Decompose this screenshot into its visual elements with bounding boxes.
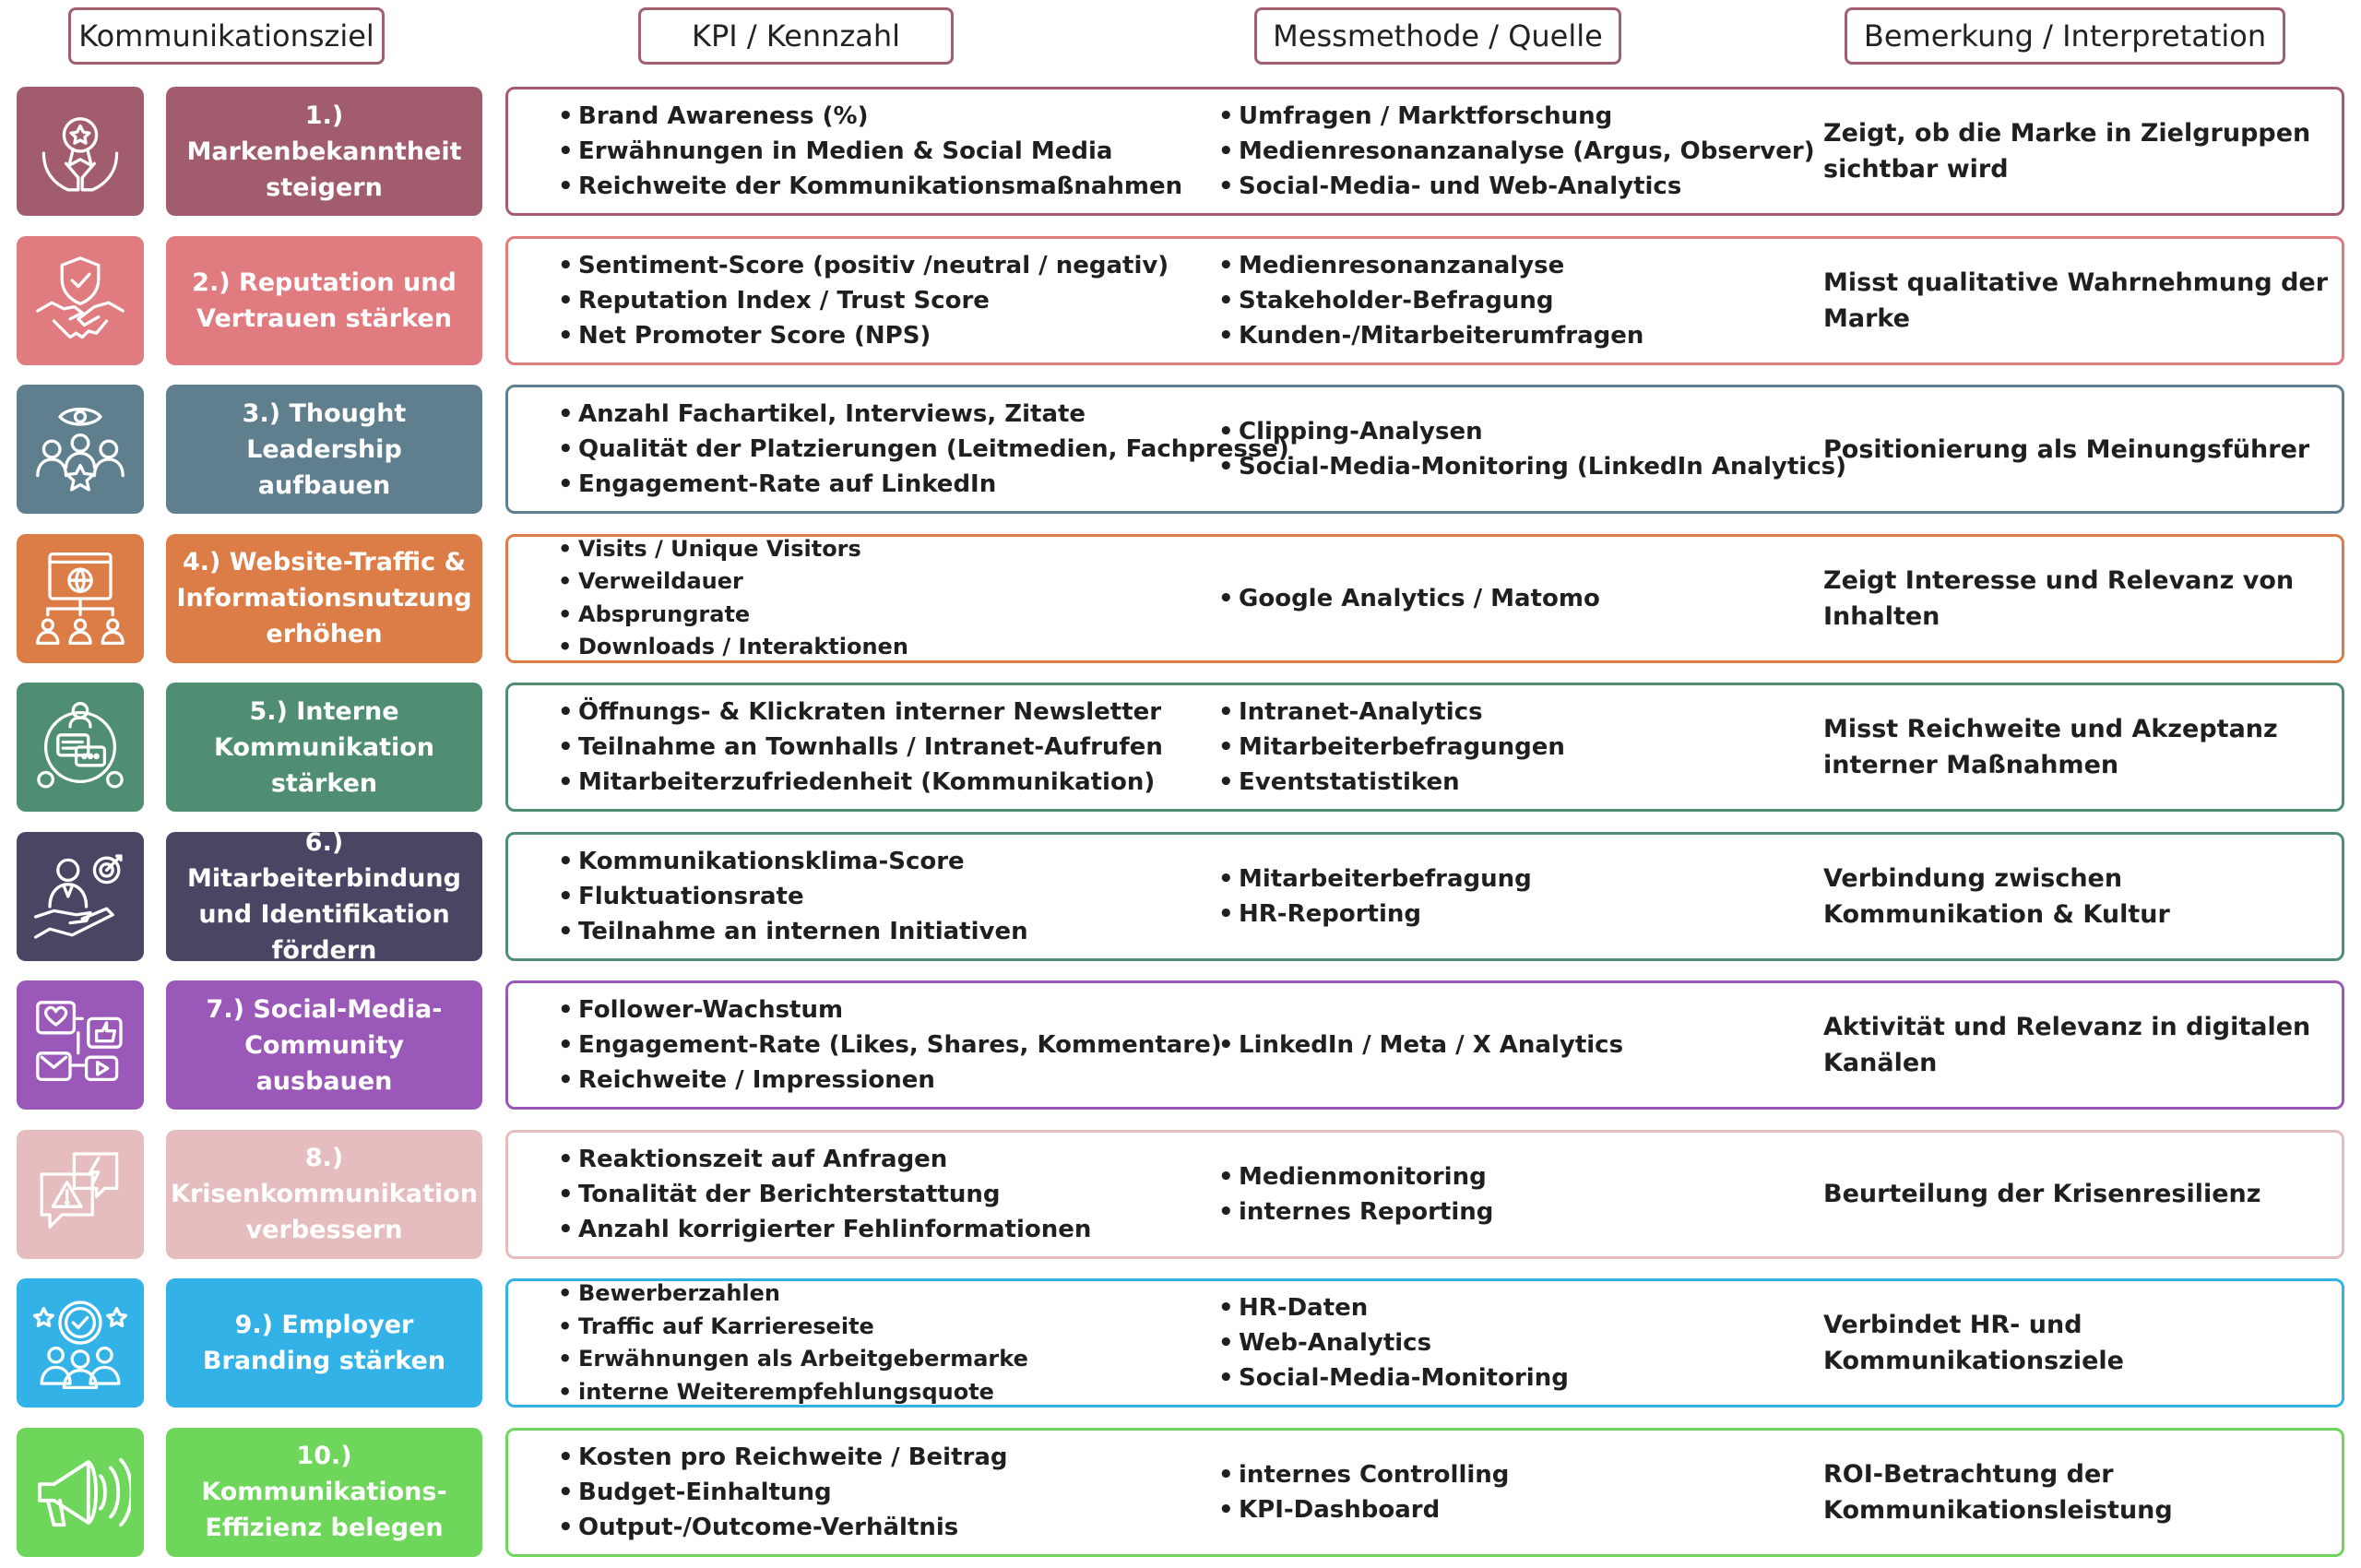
method-list — [1218, 537, 1809, 660]
remark-text: Verbindet HR- und Kommunikationsziele — [1823, 1311, 2124, 1375]
kpi-item: • Absprungrate — [558, 599, 1259, 632]
kpi-list — [558, 387, 1289, 511]
kpi-list — [558, 1133, 1259, 1256]
method-item: • Medienresonanzanalyse — [1218, 248, 1809, 283]
method-item: • Medienmonitoring — [1218, 1159, 1809, 1194]
team-star-icon — [17, 385, 144, 514]
kpi-details-box — [505, 236, 2344, 365]
remark-cell — [1823, 835, 2340, 958]
kpi-item: • Budget-Einhaltung — [558, 1475, 1259, 1510]
header-method: Messmethode / Quelle — [1254, 7, 1621, 65]
method-item: • Medienresonanzanalyse (Argus, Observer) — [1218, 134, 1809, 169]
remark-cell — [1823, 1133, 2340, 1256]
goal-label: 9.) Employer Branding stärken — [166, 1278, 482, 1408]
kpi-item: • Reichweite / Impressionen — [558, 1063, 1259, 1098]
megaphone-icon — [17, 1428, 144, 1557]
kpi-item: • Kosten pro Reichweite / Beitrag — [558, 1440, 1259, 1475]
method-item: • Clipping-Analysen — [1218, 414, 1809, 449]
handshake-shield-icon — [17, 236, 144, 365]
kpi-item: • Kommunikationsklima-Score — [558, 844, 1259, 879]
kpi-list — [558, 685, 1259, 809]
kpi-item: • Downloads / Interaktionen — [558, 631, 1259, 664]
kpi-item: • Tonalität der Berichterstattung — [558, 1177, 1259, 1212]
kpi-list — [558, 1431, 1259, 1554]
kpi-details-box — [505, 832, 2344, 961]
table-row — [0, 236, 2361, 365]
goal-label: 8.) Krisenkommunikation verbessern — [166, 1130, 482, 1259]
remark-text: Aktivität und Relevanz in digitalen Kanälen — [1823, 1013, 2311, 1077]
header-kpi: KPI / Kennzahl — [638, 7, 954, 65]
kpi-item: • Reputation Index / Trust Score — [558, 283, 1259, 318]
method-list — [1218, 685, 1809, 809]
kpi-item: • Anzahl korrigierter Fehlinformationen — [558, 1212, 1259, 1247]
table-row — [0, 683, 2361, 812]
method-item: • Google Analytics / Matomo — [1218, 581, 1809, 616]
header-remark: Bemerkung / Interpretation — [1845, 7, 2285, 65]
kpi-list — [558, 239, 1259, 362]
remark-text: Zeigt Interesse und Relevanz von Inhalten — [1823, 565, 2295, 631]
method-item: • Intranet-Analytics — [1218, 695, 1809, 730]
kpi-item: • Engagement-Rate (Likes, Shares, Kommentare) — [558, 1028, 1259, 1063]
method-list — [1218, 1431, 1809, 1554]
remark-cell — [1823, 239, 2340, 362]
method-item: • internes Controlling — [1218, 1457, 1809, 1492]
kpi-item: • Qualität der Platzierungen (Leitmedien, Fachpresse) — [558, 432, 1259, 467]
method-item: • Mitarbeiterbefragungen — [1218, 730, 1809, 765]
kpi-details-box — [505, 683, 2344, 812]
kpi-details-box — [505, 1130, 2344, 1259]
kpi-item: • Engagement-Rate auf LinkedIn — [558, 467, 1259, 502]
kpi-item: • Reaktionszeit auf Anfragen — [558, 1142, 1259, 1177]
method-item: • internes Reporting — [1218, 1194, 1809, 1229]
kpi-details-box — [505, 534, 2344, 663]
remark-cell — [1823, 537, 2340, 660]
goal-label: 6.) Mitarbeiterbindung und Identifikation fördern — [166, 832, 482, 961]
kpi-item: • Traffic auf Karriereseite — [558, 1311, 1259, 1344]
remark-text: Zeigt, ob die Marke in Zielgruppen sichtbar wird — [1823, 119, 2311, 184]
remark-cell — [1823, 1431, 2340, 1554]
kpi-list — [558, 835, 1259, 958]
remark-text: Beurteilung der Krisenresilienz — [1823, 1180, 2261, 1208]
table-row — [0, 1130, 2361, 1259]
goal-label: 2.) Reputation und Vertrauen stärken — [166, 236, 482, 365]
kpi-details-box — [505, 87, 2344, 216]
kpi-item: • Mitarbeiterzufriedenheit (Kommunikation) — [558, 765, 1259, 800]
kpi-list — [558, 89, 1259, 213]
kpi-item: • Bewerberzahlen — [558, 1277, 1259, 1311]
method-item: • Social-Media-Monitoring (LinkedIn Analytics) — [1218, 449, 1809, 484]
method-list — [1218, 89, 1815, 213]
method-item: • HR-Daten — [1218, 1290, 1809, 1325]
table-row — [0, 1428, 2361, 1557]
kpi-item: • Erwähnungen als Arbeitgebermarke — [558, 1343, 1259, 1376]
goal-label: 10.) Kommunikations-Effizienz belegen — [166, 1428, 482, 1557]
remark-text: Verbindung zwischen Kommunikation & Kultur — [1823, 863, 2170, 929]
method-item: • Social-Media- und Web-Analytics — [1218, 169, 1809, 204]
remark-text: Misst Reichweite und Akzeptanz interner Maßnahmen — [1823, 715, 2278, 779]
kpi-item: • Anzahl Fachartikel, Interviews, Zitate — [558, 397, 1259, 432]
table-row — [0, 1278, 2361, 1408]
kpi-item: • Output-/Outcome-Verhältnis — [558, 1510, 1259, 1545]
kpi-details-box — [505, 980, 2344, 1110]
table-row — [0, 534, 2361, 663]
kpi-item: • Follower-Wachstum — [558, 992, 1259, 1028]
award-hands-icon — [17, 87, 144, 216]
goal-label: 5.) Interne Kommunikation stärken — [166, 683, 482, 812]
method-list — [1218, 387, 1846, 511]
method-item: • Kunden-/Mitarbeiterumfragen — [1218, 318, 1809, 353]
table-row — [0, 980, 2361, 1110]
header-goal: Kommunikationsziel — [68, 7, 385, 65]
employee-target-icon — [17, 832, 144, 961]
kpi-item: • Reichweite der Kommunikationsmaßnahmen — [558, 169, 1259, 204]
table-row — [0, 87, 2361, 216]
table-row — [0, 827, 2361, 965]
method-list — [1218, 983, 1809, 1107]
kpi-item: • Teilnahme an internen Initiativen — [558, 914, 1259, 949]
method-list — [1218, 1281, 1809, 1405]
kpi-item: • Brand Awareness (%) — [558, 99, 1259, 134]
remark-text: Positionierung als Meinungsführer — [1823, 434, 2310, 464]
employer-branding-icon — [17, 1278, 144, 1408]
kpi-item: • Net Promoter Score (NPS) — [558, 318, 1259, 353]
method-item: • Web-Analytics — [1218, 1325, 1809, 1360]
goal-label: 7.) Social-Media-Community ausbauen — [166, 980, 482, 1110]
remark-cell — [1823, 89, 2340, 213]
remark-text: Misst qualitative Wahrnehmung der Marke — [1823, 267, 2329, 333]
kpi-item: • Fluktuationsrate — [558, 879, 1259, 914]
remark-cell — [1823, 983, 2340, 1107]
kpi-item: • Visits / Unique Visitors — [558, 533, 1259, 566]
goal-label: 3.) Thought Leadership aufbauen — [166, 385, 482, 514]
website-globe-users-icon — [17, 534, 144, 663]
method-item: • HR-Reporting — [1218, 897, 1809, 932]
remark-cell — [1823, 1281, 2340, 1405]
kpi-details-box — [505, 1428, 2344, 1557]
kpi-item: • Sentiment-Score (positiv /neutral / negativ) — [558, 248, 1259, 283]
crisis-warning-icon — [17, 1130, 144, 1259]
remark-cell — [1823, 685, 2340, 809]
kpi-item: • Erwähnungen in Medien & Social Media — [558, 134, 1259, 169]
method-list — [1218, 1133, 1809, 1256]
kpi-item: • Teilnahme an Townhalls / Intranet-Aufrufen — [558, 730, 1259, 765]
method-item: • Social-Media-Monitoring — [1218, 1360, 1809, 1396]
method-list — [1218, 239, 1809, 362]
goal-label: 1.) Markenbekanntheit steigern — [166, 87, 482, 216]
internal-chat-icon — [17, 683, 144, 812]
method-item: • Eventstatistiken — [1218, 765, 1809, 800]
kpi-details-box — [505, 385, 2344, 514]
social-media-icon — [17, 980, 144, 1110]
kpi-list — [558, 537, 1259, 660]
kpi-list — [558, 1281, 1259, 1405]
kpi-item: • Verweildauer — [558, 565, 1259, 599]
goal-label: 4.) Website-Traffic & Informationsnutzung erhöhen — [166, 534, 482, 663]
kpi-item: • interne Weiterempfehlungsquote — [558, 1376, 1259, 1409]
method-item: • Umfragen / Marktforschung — [1218, 99, 1809, 134]
method-item: • LinkedIn / Meta / X Analytics — [1218, 1028, 1809, 1063]
kpi-item: • Öffnungs- & Klickraten interner Newsletter — [558, 695, 1259, 730]
remark-cell — [1823, 387, 2340, 511]
remark-text: ROI-Betrachtung der Kommunikationsleistung — [1823, 1459, 2173, 1525]
method-item: • Stakeholder-Befragung — [1218, 283, 1809, 318]
method-item: • KPI-Dashboard — [1218, 1492, 1809, 1527]
table-row — [0, 385, 2361, 514]
method-item: • Mitarbeiterbefragung — [1218, 861, 1809, 897]
kpi-list — [558, 983, 1259, 1107]
kpi-details-box — [505, 1278, 2344, 1408]
method-list — [1218, 835, 1809, 958]
